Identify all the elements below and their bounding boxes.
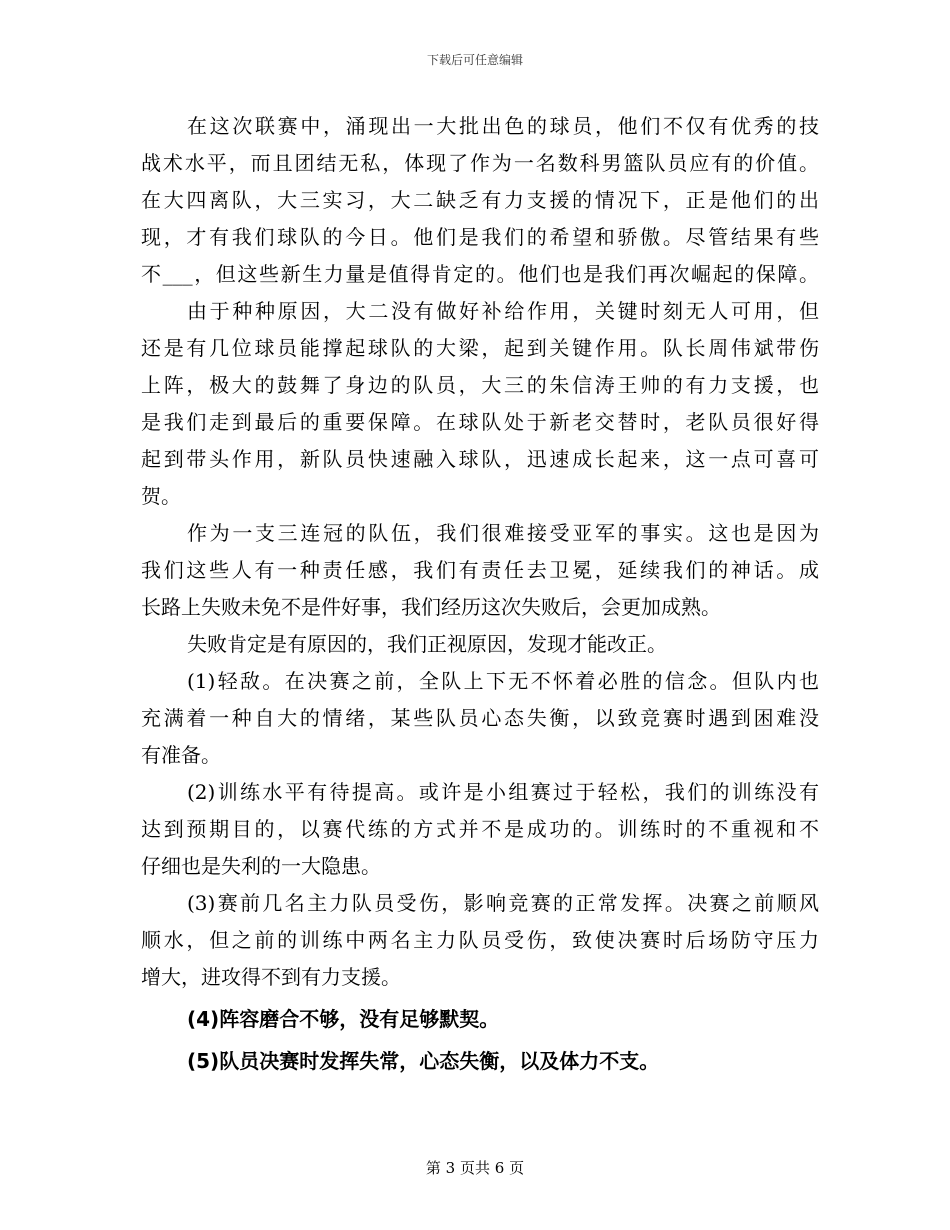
- text-line: (4)阵容磨合不够，没有足够默契。: [187, 1007, 500, 1031]
- text-line: 增大，进攻得不到有力支援。: [141, 965, 401, 989]
- page-header: 下载后可任意编辑: [426, 53, 523, 67]
- list-item: [141, 1043, 819, 1080]
- paragraph: [141, 626, 819, 663]
- list-item: [141, 663, 819, 774]
- text-line: 是我们走到最后的重要保障。在球队处于新老交替时，老队员很好得: [141, 410, 819, 434]
- list-item: [141, 774, 819, 885]
- text-line: 在大四离队，大三实习，大二缺乏有力支援的情况下，正是他们的出: [141, 188, 819, 212]
- text-line: 达到预期目的，以赛代练的方式并不是成功的。训练时的不重视和不: [141, 817, 819, 841]
- text-line: 由于种种原因，大二没有做好补给作用，关键时刻无人可用，但: [187, 299, 819, 323]
- text-line: 在这次联赛中，涌现出一大批出色的球员，他们不仅有优秀的技: [187, 114, 819, 138]
- paragraph: [141, 293, 819, 515]
- text-line: 充满着一种自大的情绪，某些队员心态失衡，以致竞赛时遇到困难没: [141, 706, 819, 730]
- text-line: (3)赛前几名主力队员受伤，影响竞赛的正常发挥。决赛之前顺风: [187, 891, 819, 915]
- text-line: 战术水平，而且团结无私，体现了作为一名数科男篮队员应有的价值。: [141, 151, 819, 175]
- text-line: 失败肯定是有原因的，我们正视原因，发现才能改正。: [187, 632, 667, 656]
- text-line: 还是有几位球员能撑起球队的大梁，起到关键作用。队长周伟斌带伤: [141, 336, 819, 360]
- text-line: 现，才有我们球队的今日。他们是我们的希望和骄傲。尽管结果有些: [141, 225, 819, 249]
- list-item: [141, 1001, 819, 1038]
- text-line: (2)训练水平有待提高。或许是小组赛过于轻松，我们的训练没有: [187, 780, 819, 804]
- text-line: 顺水，但之前的训练中两名主力队员受伤，致使决赛时后场防守压力: [141, 928, 819, 952]
- text-line: 有准备。: [141, 743, 221, 767]
- text-line: 上阵，极大的鼓舞了身边的队员，大三的朱信涛王帅的有力支援，也: [141, 373, 819, 397]
- document-body: [141, 108, 819, 1080]
- text-line: 作为一支三连冠的队伍，我们很难接受亚军的事实。这也是因为: [187, 521, 819, 545]
- text-line: 贺。: [141, 484, 181, 508]
- list-item: [141, 885, 819, 996]
- text-line: (5)队员决赛时发挥失常，心态失衡，以及体力不支。: [187, 1049, 660, 1073]
- text-line: 起到带头作用，新队员快速融入球队，迅速成长起来，这一点可喜可: [141, 447, 819, 471]
- text-line: 不___，但这些新生力量是值得肯定的。他们也是我们再次崛起的保障。: [141, 262, 819, 286]
- text-line: 长路上失败未免不是件好事，我们经历这次失败后，会更加成熟。: [141, 595, 721, 619]
- paragraph: [141, 108, 819, 293]
- page-number: 第 3 页共 6 页: [425, 1159, 525, 1177]
- paragraph: [141, 515, 819, 626]
- text-line: (1)轻敌。在决赛之前，全队上下无不怀着必胜的信念。但队内也: [187, 669, 819, 693]
- text-line: 我们这些人有一种责任感，我们有责任去卫冕，延续我们的神话。成: [141, 558, 819, 582]
- text-line: 仔细也是失利的一大隐患。: [141, 854, 381, 878]
